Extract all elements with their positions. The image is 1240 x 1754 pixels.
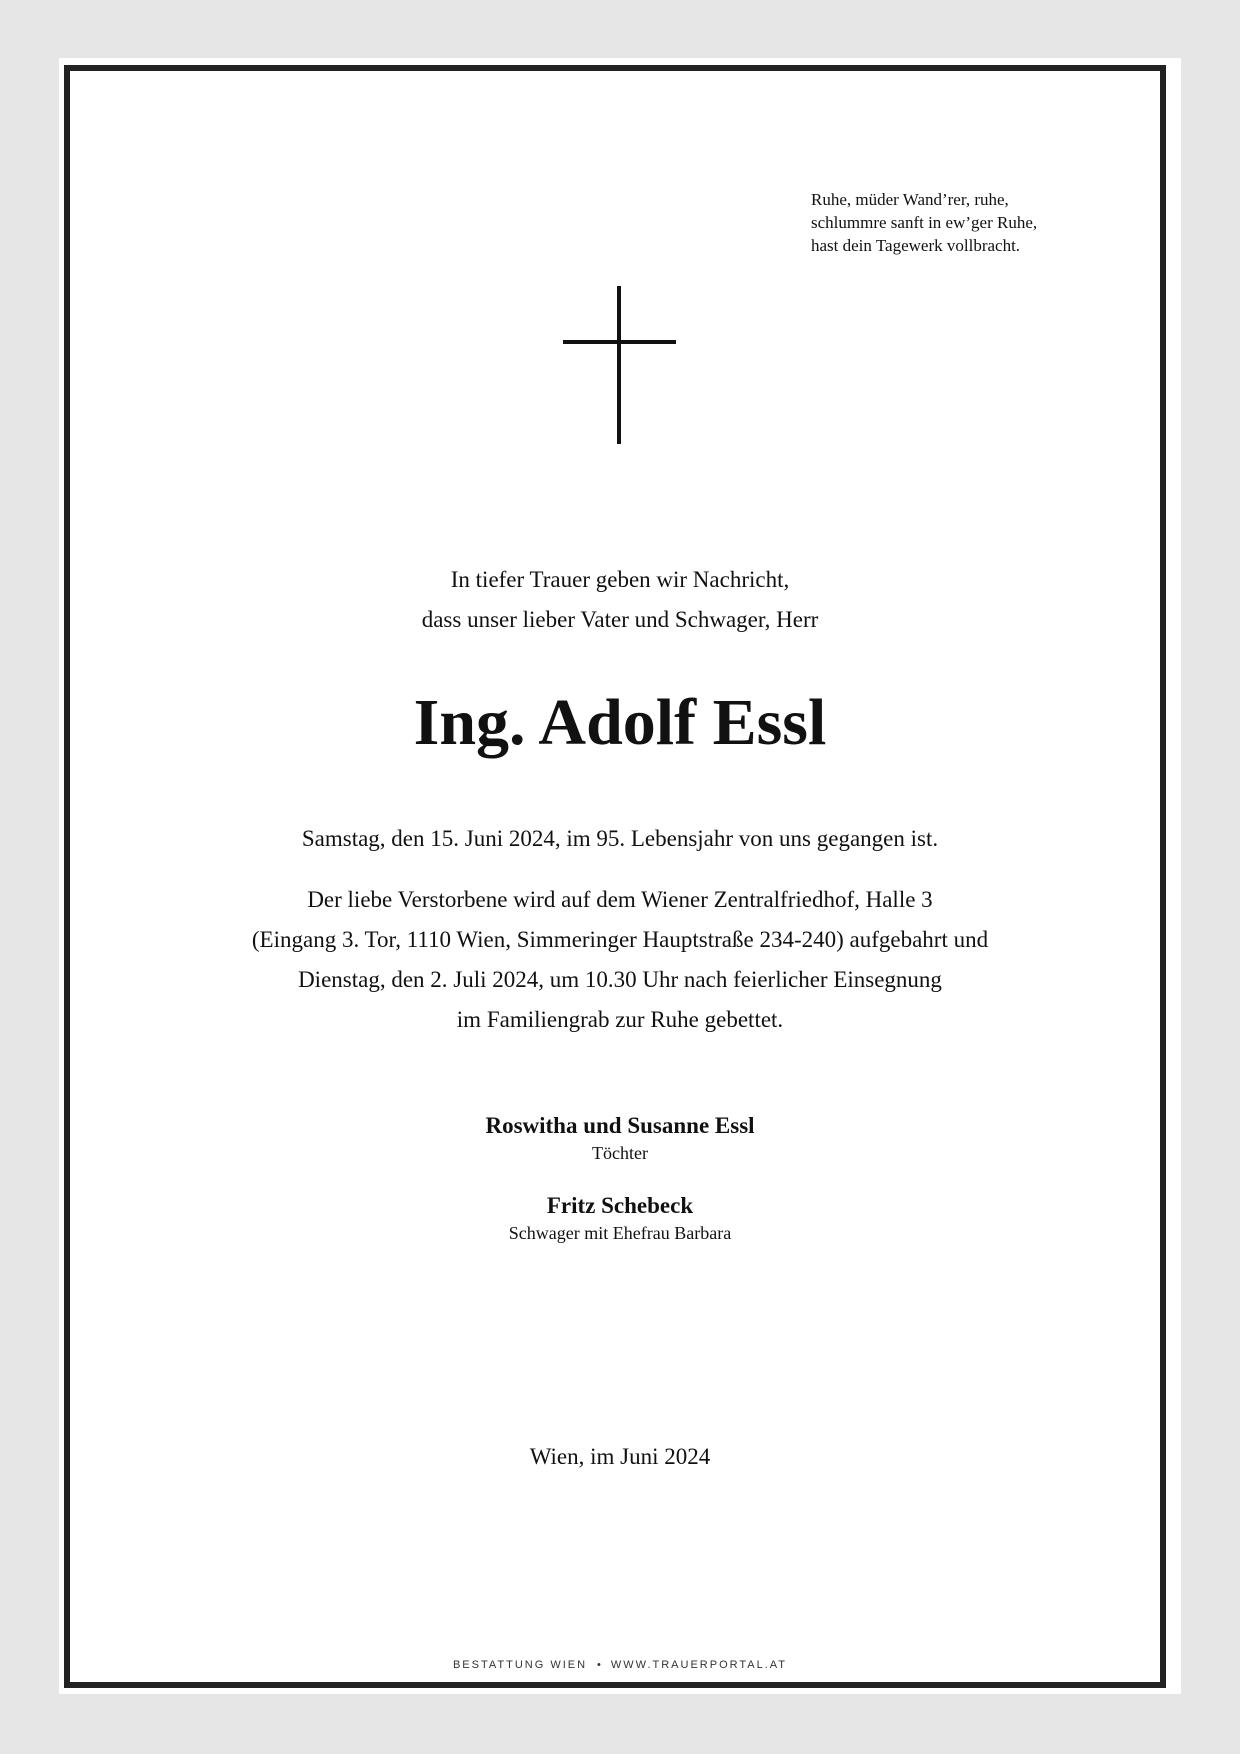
intro-line-1: In tiefer Trauer geben wir Nachricht,: [450, 567, 790, 592]
funeral-line-2: (Eingang 3. Tor, 1110 Wien, Simmeringer Hauptstraße 234-240) aufgebahrt und: [251, 927, 989, 952]
place-date: Wien, im Juni 2024: [529, 1444, 711, 1469]
poem-line-2: schlummre sanft in ew’ger Ruhe,: [811, 213, 1038, 232]
mourner-relation: Töchter: [592, 1143, 648, 1163]
poem-line-1: Ruhe, müder Wand’rer, ruhe,: [811, 190, 1009, 209]
deceased-name: Ing. Adolf Essl: [413, 686, 827, 759]
mourner-entry: [0, 1191, 1240, 1245]
death-notice: Samstag, den 15. Juni 2024, im 95. Lebensjahr von uns gegangen ist.: [301, 826, 939, 851]
funeral-line-1: Der liebe Verstorbene wird auf dem Wiener Zentralfriedhof, Halle 3: [307, 887, 933, 912]
mourner-relation: Schwager mit Ehefrau Barbara: [508, 1223, 732, 1243]
footer-website-link[interactable]: WWW.TRAUERPORTAL.AT: [610, 1659, 788, 1671]
footer-company: BESTATTUNG WIEN: [452, 1659, 588, 1671]
mourner-entry: [0, 1111, 1240, 1165]
funeral-line-3: Dienstag, den 2. Juli 2024, um 10.30 Uhr nach feierlicher Einsegnung: [298, 967, 942, 992]
poem: [811, 188, 1141, 257]
funeral-line-4: im Familiengrab zur Ruhe gebettet.: [456, 1007, 784, 1032]
funeral-details: [0, 880, 1240, 1040]
footer-separator: •: [597, 1659, 601, 1671]
cross-icon: [563, 286, 678, 446]
intro-text: [0, 560, 1240, 640]
intro-line-2: dass unser lieber Vater und Schwager, Herr: [421, 607, 819, 632]
mourner-name: Roswitha und Susanne Essl: [485, 1113, 755, 1138]
mourner-name: Fritz Schebeck: [546, 1193, 694, 1218]
footer: [0, 1657, 1240, 1673]
poem-line-3: hast dein Tagewerk vollbracht.: [811, 236, 1021, 255]
